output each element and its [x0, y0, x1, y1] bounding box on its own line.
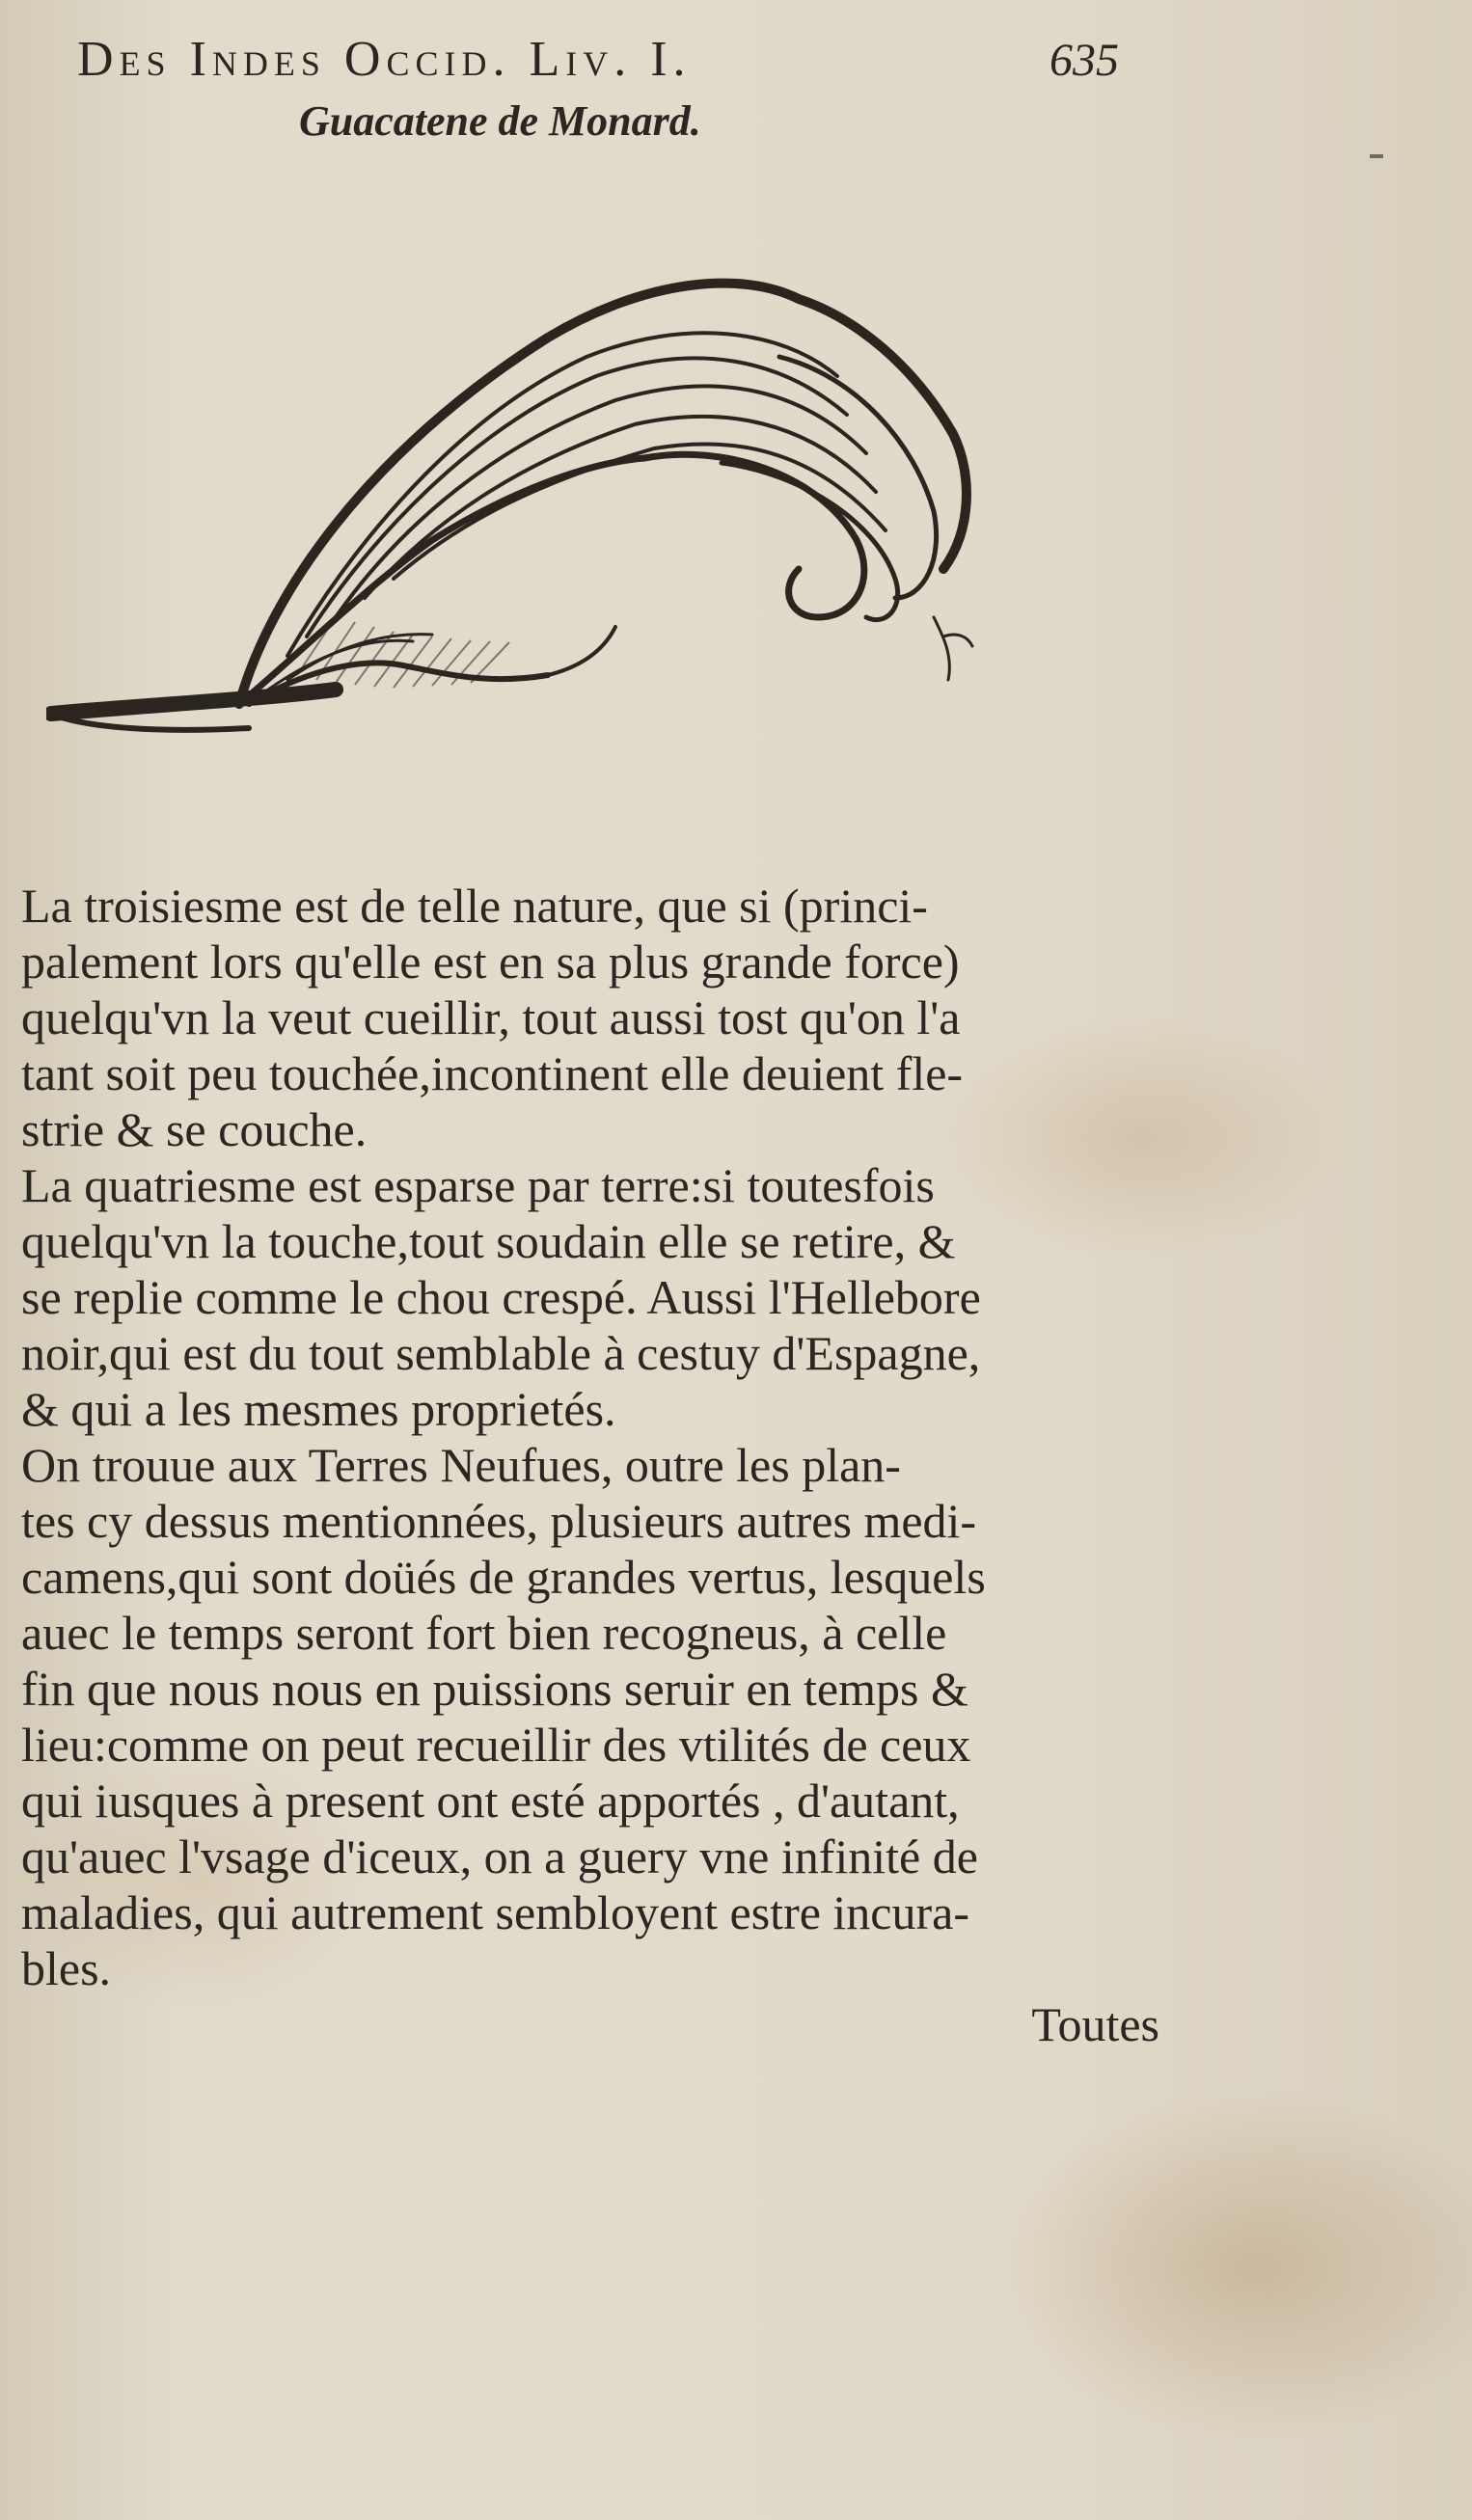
text-line: tes cy dessus mentionnées, plusieurs autres medi- [21, 1494, 977, 1548]
page-number: 635 [1049, 35, 1119, 86]
text-line: tant soit peu touchée,incontinent elle deuient fle- [21, 1046, 964, 1100]
text-line: La quatriesme est esparse par terre:si toutesfois [21, 1158, 935, 1212]
text-line: se replie comme le chou crespé. Aussi l'Hellebore [21, 1270, 981, 1324]
text-line: On trouue aux Terres Neufues, outre les plan- [21, 1438, 901, 1492]
text-line: La troisiesme est de telle nature, que si (princi- [21, 879, 928, 933]
text-line: maladies, qui autrement sembloyent estre incura- [21, 1885, 969, 1939]
figure-caption: Guacatene de Monard. [299, 97, 701, 145]
text-line: quelqu'vn la touche,tout soudain elle se retire, & [21, 1214, 956, 1268]
text-line: noir,qui est du tout semblable à cestuy d'Espagne, [21, 1326, 981, 1380]
text-line: fin que nous nous en puissions seruir en temps & [21, 1662, 968, 1716]
text-line: bles. [21, 1941, 112, 1995]
paragraph-third-plant [21, 878, 1159, 1157]
text-line: qu'auec l'vsage d'iceux, on a guery vne infinité de [21, 1829, 978, 1883]
running-head [77, 31, 1119, 89]
text-line: auec le temps seront fort bien recogneus, à celle [21, 1606, 947, 1660]
text-line: & qui a les mesmes proprietés. [21, 1382, 616, 1436]
text-line: lieu:comme on peut recueillir des vtilités de ceux [21, 1718, 971, 1772]
paragraph-fourth-plant [21, 1157, 1159, 1437]
text-line: strie & se couche. [21, 1102, 368, 1156]
text-line: camens,qui sont doüés de grandes vertus, lesquels [21, 1550, 986, 1604]
main-text [21, 878, 1159, 2052]
text-line: palement lors qu'elle est en sa plus grande force) [21, 935, 960, 989]
margin-mark [1370, 154, 1383, 158]
text-line: quelqu'vn la veut cueillir, tout aussi tost qu'on l'a [21, 990, 961, 1044]
plant-woodcut-illustration [46, 251, 1049, 791]
paragraph-new-lands [21, 1437, 1159, 1996]
running-head-title: Des Indes Occid. Liv. I. [77, 32, 692, 87]
text-line: qui iusques à present ont esté apportés , d'autant, [21, 1774, 960, 1828]
catchword: Toutes [1031, 1997, 1159, 2051]
